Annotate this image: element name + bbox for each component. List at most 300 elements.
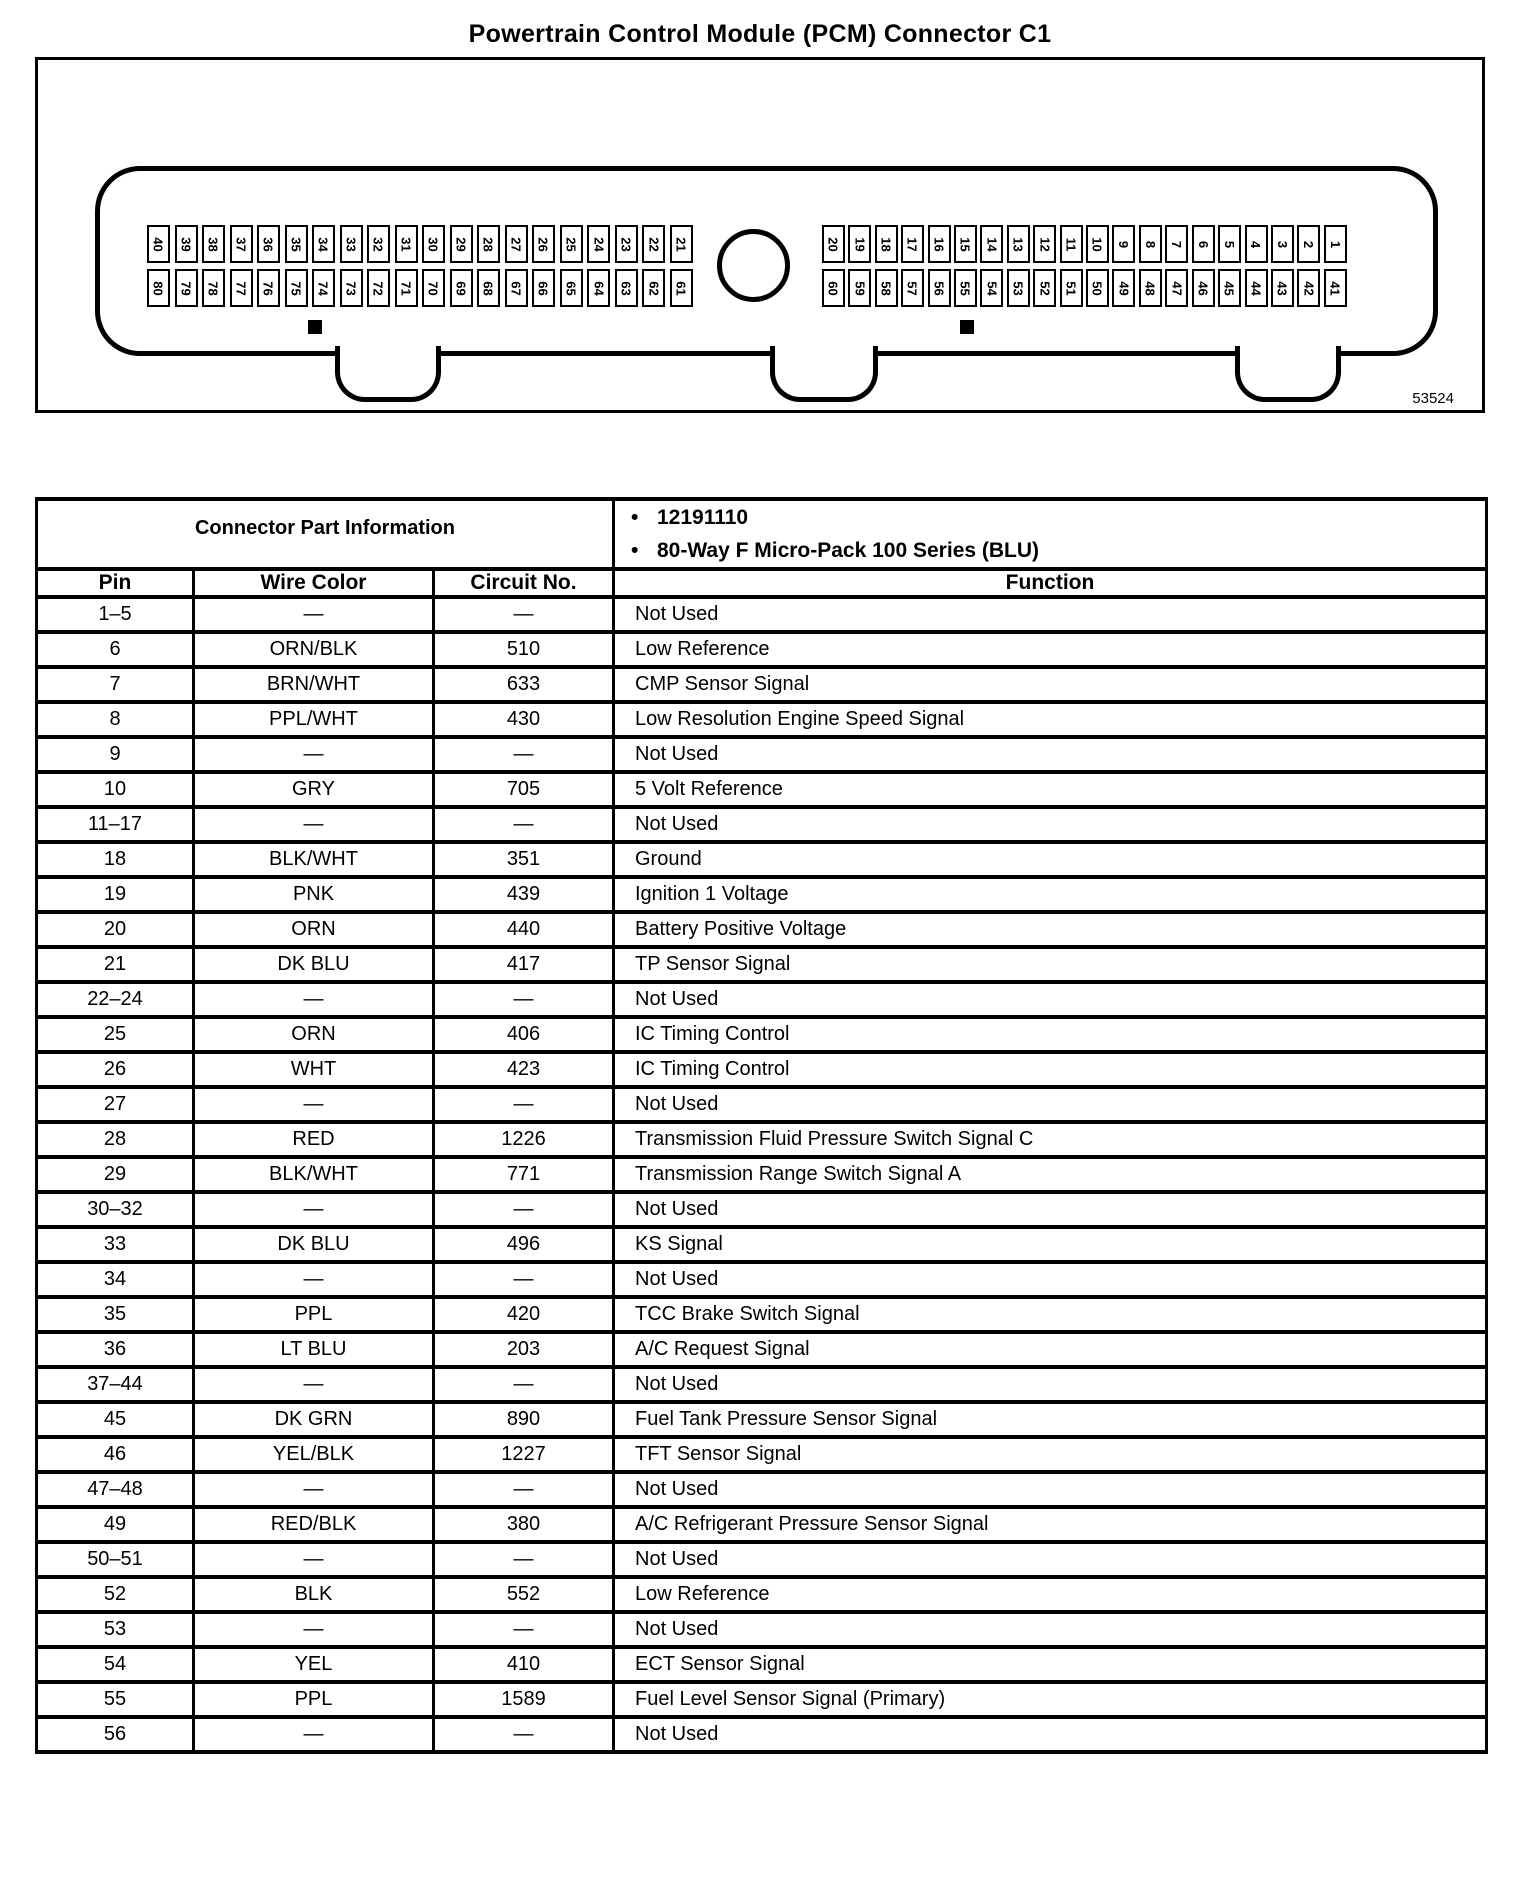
- pin-48: [1139, 269, 1162, 307]
- mounting-tab-center: [770, 346, 878, 402]
- pin-46: [1192, 269, 1215, 307]
- column-header-circuit-no: Circuit No.: [434, 569, 614, 597]
- cell-function: Fuel Level Sensor Signal (Primary): [614, 1682, 1487, 1717]
- cell-pin: 45: [37, 1402, 194, 1437]
- cell-circuit-no: 351: [434, 842, 614, 877]
- cell-wire-color: BRN/WHT: [194, 667, 434, 702]
- pin-number: 47: [1169, 280, 1185, 296]
- cell-circuit-no: 380: [434, 1507, 614, 1542]
- pin-66: [532, 269, 555, 307]
- cell-pin: 50–51: [37, 1542, 194, 1577]
- pin-number: 46: [1195, 280, 1211, 296]
- table-row: [37, 1507, 1487, 1542]
- pin-67: [505, 269, 528, 307]
- cell-function: Not Used: [614, 1612, 1487, 1647]
- column-header-function: Function: [614, 569, 1487, 597]
- pin-number: 54: [984, 280, 1000, 296]
- cell-pin: 35: [37, 1297, 194, 1332]
- pin-61: [670, 269, 693, 307]
- cell-pin: 54: [37, 1647, 194, 1682]
- pin-77: [230, 269, 253, 307]
- pin-number: 35: [288, 236, 304, 252]
- pin-53: [1007, 269, 1030, 307]
- pin-number: 29: [453, 236, 469, 252]
- pin-3: [1271, 225, 1294, 263]
- cell-function: Not Used: [614, 597, 1487, 632]
- table-row: [37, 1647, 1487, 1682]
- pin-30: [422, 225, 445, 263]
- cell-function: A/C Refrigerant Pressure Sensor Signal: [614, 1507, 1487, 1542]
- table-row: [37, 1542, 1487, 1577]
- pin-21: [670, 225, 693, 263]
- cell-function: Not Used: [614, 1087, 1487, 1122]
- cell-circuit-no: 203: [434, 1332, 614, 1367]
- pin-29: [450, 225, 473, 263]
- pin-number: 61: [673, 280, 689, 296]
- cell-wire-color: WHT: [194, 1052, 434, 1087]
- pin-7: [1165, 225, 1188, 263]
- pin-62: [642, 269, 665, 307]
- pin-52: [1033, 269, 1056, 307]
- table-row: [37, 702, 1487, 737]
- cell-circuit-no: 410: [434, 1647, 614, 1682]
- pin-50: [1086, 269, 1109, 307]
- pin-number: 1: [1327, 240, 1343, 248]
- pin-number: 75: [288, 280, 304, 296]
- pin-number: 38: [206, 236, 222, 252]
- cell-function: Not Used: [614, 1262, 1487, 1297]
- table-row: [37, 1437, 1487, 1472]
- cell-pin: 29: [37, 1157, 194, 1192]
- cell-pin: 56: [37, 1717, 194, 1752]
- cell-pin: 20: [37, 912, 194, 947]
- pin-19: [848, 225, 871, 263]
- cell-pin: 47–48: [37, 1472, 194, 1507]
- cell-function: TCC Brake Switch Signal: [614, 1297, 1487, 1332]
- cell-function: IC Timing Control: [614, 1052, 1487, 1087]
- pin-47: [1165, 269, 1188, 307]
- cell-pin: 21: [37, 947, 194, 982]
- cell-wire-color: BLK/WHT: [194, 1157, 434, 1192]
- pin-36: [257, 225, 280, 263]
- cell-wire-color: —: [194, 1612, 434, 1647]
- cell-function: Ground: [614, 842, 1487, 877]
- table-row: [37, 842, 1487, 877]
- pin-71: [395, 269, 418, 307]
- pin-number: 41: [1327, 280, 1343, 296]
- cell-wire-color: —: [194, 1717, 434, 1752]
- pin-20: [822, 225, 845, 263]
- cell-wire-color: —: [194, 1542, 434, 1577]
- pin-row-top-left: [147, 225, 693, 263]
- pin-40: [147, 225, 170, 263]
- pin-35: [285, 225, 308, 263]
- cell-wire-color: —: [194, 737, 434, 772]
- table-row: [37, 1122, 1487, 1157]
- connector-figure: [35, 57, 1485, 413]
- pin-49: [1112, 269, 1135, 307]
- pin-number: 39: [178, 236, 194, 252]
- pin-65: [560, 269, 583, 307]
- pin-38: [202, 225, 225, 263]
- cell-pin: 33: [37, 1227, 194, 1262]
- pin-25: [560, 225, 583, 263]
- pin-27: [505, 225, 528, 263]
- pin-number: 11: [1063, 237, 1079, 251]
- cell-circuit-no: 1227: [434, 1437, 614, 1472]
- pin-17: [901, 225, 924, 263]
- pin-number: 34: [316, 236, 332, 252]
- pin-number: 70: [426, 280, 442, 296]
- cell-function: Not Used: [614, 1472, 1487, 1507]
- cell-pin: 7: [37, 667, 194, 702]
- pin-45: [1218, 269, 1241, 307]
- cell-wire-color: LT BLU: [194, 1332, 434, 1367]
- pin-number: 71: [398, 280, 414, 296]
- pin-number: 79: [178, 280, 194, 296]
- pin-number: 80: [151, 280, 166, 296]
- pin-34: [312, 225, 335, 263]
- cell-wire-color: ORN: [194, 1017, 434, 1052]
- cell-circuit-no: 705: [434, 772, 614, 807]
- pin-number: 7: [1169, 240, 1185, 248]
- table-row: [37, 1052, 1487, 1087]
- pin-59: [848, 269, 871, 307]
- cell-pin: 9: [37, 737, 194, 772]
- cell-wire-color: RED/BLK: [194, 1507, 434, 1542]
- pin-68: [477, 269, 500, 307]
- pin-64: [587, 269, 610, 307]
- pin-number: 32: [371, 236, 387, 252]
- cell-circuit-no: 890: [434, 1402, 614, 1437]
- pin-18: [875, 225, 898, 263]
- column-header-pin: Pin: [37, 569, 194, 597]
- cell-wire-color: ORN/BLK: [194, 632, 434, 667]
- pin-number: 5: [1222, 240, 1238, 248]
- pin-number: 60: [826, 280, 841, 296]
- cell-pin: 10: [37, 772, 194, 807]
- table-row: [37, 807, 1487, 842]
- cell-circuit-no: 771: [434, 1157, 614, 1192]
- pin-number: 30: [426, 236, 442, 252]
- pin-24: [587, 225, 610, 263]
- pin-14: [980, 225, 1003, 263]
- cell-pin: 27: [37, 1087, 194, 1122]
- figure-number: 53524: [1412, 390, 1454, 407]
- cell-wire-color: BLK: [194, 1577, 434, 1612]
- table-row: [37, 1157, 1487, 1192]
- cell-pin: 53: [37, 1612, 194, 1647]
- pin-number: 55: [958, 280, 974, 296]
- pin-79: [175, 269, 198, 307]
- pin-51: [1060, 269, 1083, 307]
- pin-number: 21: [673, 236, 689, 252]
- cell-function: Not Used: [614, 982, 1487, 1017]
- cell-function: Low Reference: [614, 1577, 1487, 1612]
- table-row: [37, 597, 1487, 632]
- index-hole-icon: [717, 229, 790, 302]
- pin-number: 74: [316, 280, 332, 296]
- pin-number: 13: [1010, 236, 1026, 252]
- pin-56: [928, 269, 951, 307]
- cell-pin: 22–24: [37, 982, 194, 1017]
- cell-wire-color: —: [194, 597, 434, 632]
- cell-pin: 55: [37, 1682, 194, 1717]
- cell-function: Not Used: [614, 737, 1487, 772]
- table-row: [37, 877, 1487, 912]
- pin-number: 3: [1274, 240, 1290, 248]
- cell-pin: 1–5: [37, 597, 194, 632]
- cell-pin: 18: [37, 842, 194, 877]
- pin-number: 27: [508, 236, 524, 252]
- cell-pin: 52: [37, 1577, 194, 1612]
- pin-number: 64: [591, 280, 607, 296]
- cell-circuit-no: 633: [434, 667, 614, 702]
- cell-circuit-no: 420: [434, 1297, 614, 1332]
- table-row: [37, 1262, 1487, 1297]
- table-row: [37, 1297, 1487, 1332]
- pin-number: 24: [591, 236, 607, 252]
- pin-12: [1033, 225, 1056, 263]
- part-number: 12191110: [657, 506, 749, 529]
- pin-number: 6: [1195, 240, 1211, 248]
- table-row: [37, 1227, 1487, 1262]
- connector-type-line: [631, 534, 1485, 567]
- pin-number: 25: [563, 236, 579, 252]
- pin-69: [450, 269, 473, 307]
- part-number-line: [631, 501, 1485, 534]
- pin-number: 72: [371, 280, 387, 296]
- page-title: Powertrain Control Module (PCM) Connector C1: [468, 20, 1052, 48]
- cell-circuit-no: —: [434, 1542, 614, 1577]
- pin-number: 52: [1037, 280, 1053, 296]
- table-row: [37, 1192, 1487, 1227]
- cell-function: Transmission Range Switch Signal A: [614, 1157, 1487, 1192]
- cell-pin: 11–17: [37, 807, 194, 842]
- cell-wire-color: YEL/BLK: [194, 1437, 434, 1472]
- cell-function: Low Reference: [614, 632, 1487, 667]
- pin-number: 20: [826, 236, 841, 252]
- bullet-icon: •: [631, 506, 639, 529]
- pin-16: [928, 225, 951, 263]
- pin-6: [1192, 225, 1215, 263]
- pin-43: [1271, 269, 1294, 307]
- pinout-table: [35, 497, 1488, 1754]
- pin-number: 26: [536, 236, 552, 252]
- bullet-icon: •: [631, 539, 639, 562]
- pin-5: [1218, 225, 1241, 263]
- pin-76: [257, 269, 280, 307]
- pin-number: 4: [1248, 240, 1264, 248]
- cell-pin: 30–32: [37, 1192, 194, 1227]
- pin-number: 19: [852, 236, 868, 252]
- pin-54: [980, 269, 1003, 307]
- cell-function: Not Used: [614, 1192, 1487, 1227]
- pin-number: 57: [905, 280, 921, 296]
- pin-11: [1060, 225, 1083, 263]
- pin-number: 58: [878, 280, 894, 296]
- pin-number: 42: [1301, 280, 1317, 296]
- mounting-tab-left: [335, 346, 441, 402]
- cell-circuit-no: 423: [434, 1052, 614, 1087]
- cell-function: TP Sensor Signal: [614, 947, 1487, 982]
- pin-row-top-right: [822, 225, 1347, 263]
- pin-number: 43: [1274, 280, 1290, 296]
- cell-function: Not Used: [614, 1717, 1487, 1752]
- cell-wire-color: PNK: [194, 877, 434, 912]
- pin-number: 10: [1090, 236, 1106, 252]
- pin-number: 77: [233, 280, 249, 296]
- cell-wire-color: —: [194, 1367, 434, 1402]
- cell-pin: 37–44: [37, 1367, 194, 1402]
- table-row: [37, 1332, 1487, 1367]
- cell-circuit-no: 552: [434, 1577, 614, 1612]
- pin-number: 48: [1142, 280, 1158, 296]
- pin-row-bottom-right: [822, 269, 1347, 307]
- pin-41: [1324, 269, 1347, 307]
- cell-wire-color: —: [194, 1192, 434, 1227]
- pin-number: 63: [618, 280, 634, 296]
- pin-number: 78: [206, 280, 222, 296]
- pin-15: [954, 225, 977, 263]
- pin-44: [1245, 269, 1268, 307]
- pin-58: [875, 269, 898, 307]
- cell-pin: 6: [37, 632, 194, 667]
- table-row: [37, 737, 1487, 772]
- pin-10: [1086, 225, 1109, 263]
- pin-number: 9: [1116, 240, 1132, 248]
- table-row: [37, 1577, 1487, 1612]
- pin-57: [901, 269, 924, 307]
- pin-number: 44: [1248, 280, 1264, 296]
- pin-number: 68: [481, 280, 497, 296]
- cell-wire-color: PPL: [194, 1297, 434, 1332]
- cell-wire-color: BLK/WHT: [194, 842, 434, 877]
- pin-22: [642, 225, 665, 263]
- pin-75: [285, 269, 308, 307]
- cell-wire-color: —: [194, 982, 434, 1017]
- pin-number: 66: [536, 280, 552, 296]
- table-row: [37, 947, 1487, 982]
- pin-55: [954, 269, 977, 307]
- cell-pin: 8: [37, 702, 194, 737]
- table-row: [37, 1367, 1487, 1402]
- pin-number: 23: [618, 236, 634, 252]
- cell-function: Transmission Fluid Pressure Switch Signal C: [614, 1122, 1487, 1157]
- cell-wire-color: DK BLU: [194, 947, 434, 982]
- table-row: [37, 1472, 1487, 1507]
- cell-function: Battery Positive Voltage: [614, 912, 1487, 947]
- pin-number: 31: [398, 236, 414, 252]
- mounting-tab-right: [1235, 346, 1341, 402]
- column-header-wire-color: Wire Color: [194, 569, 434, 597]
- cell-pin: 34: [37, 1262, 194, 1297]
- cell-circuit-no: —: [434, 1192, 614, 1227]
- table-row: [37, 772, 1487, 807]
- pin-13: [1007, 225, 1030, 263]
- pin-80: [147, 269, 170, 307]
- cell-wire-color: DK GRN: [194, 1402, 434, 1437]
- cell-function: TFT Sensor Signal: [614, 1437, 1487, 1472]
- pin-32: [367, 225, 390, 263]
- pin-74: [312, 269, 335, 307]
- pin-78: [202, 269, 225, 307]
- table-row: [37, 1682, 1487, 1717]
- cell-wire-color: PPL: [194, 1682, 434, 1717]
- pin-9: [1112, 225, 1135, 263]
- table-row: [37, 667, 1487, 702]
- cell-wire-color: PPL/WHT: [194, 702, 434, 737]
- pin-number: 69: [453, 280, 469, 296]
- pin-number: 16: [931, 236, 947, 252]
- cell-function: CMP Sensor Signal: [614, 667, 1487, 702]
- cell-function: Not Used: [614, 1542, 1487, 1577]
- pin-number: 51: [1063, 280, 1079, 296]
- pin-72: [367, 269, 390, 307]
- cell-circuit-no: 439: [434, 877, 614, 912]
- cell-circuit-no: —: [434, 982, 614, 1017]
- pin-number: 59: [852, 280, 868, 296]
- cell-function: A/C Request Signal: [614, 1332, 1487, 1367]
- pin-number: 18: [878, 236, 894, 252]
- cell-function: Not Used: [614, 807, 1487, 842]
- pin-row-bottom-left: [147, 269, 693, 307]
- pin-73: [340, 269, 363, 307]
- cell-circuit-no: 1226: [434, 1122, 614, 1157]
- pin-number: 8: [1142, 240, 1158, 248]
- cell-wire-color: GRY: [194, 772, 434, 807]
- pin-4: [1245, 225, 1268, 263]
- pin-number: 62: [646, 280, 662, 296]
- pin-1: [1324, 225, 1347, 263]
- cell-circuit-no: —: [434, 1087, 614, 1122]
- connector-type: 80-Way F Micro-Pack 100 Series (BLU): [657, 539, 1040, 562]
- cell-pin: 26: [37, 1052, 194, 1087]
- pin-number: 14: [984, 236, 1000, 252]
- pin-number: 15: [958, 236, 974, 252]
- cell-circuit-no: 1589: [434, 1682, 614, 1717]
- cell-wire-color: ORN: [194, 912, 434, 947]
- cell-wire-color: —: [194, 1472, 434, 1507]
- cell-circuit-no: 417: [434, 947, 614, 982]
- pin-60: [822, 269, 845, 307]
- cell-wire-color: —: [194, 807, 434, 842]
- pin-number: 45: [1222, 280, 1238, 296]
- pin-number: 76: [261, 280, 277, 296]
- cell-wire-color: DK BLU: [194, 1227, 434, 1262]
- pin-number: 37: [233, 236, 249, 252]
- cell-wire-color: —: [194, 1262, 434, 1297]
- table-row: [37, 982, 1487, 1017]
- cell-function: IC Timing Control: [614, 1017, 1487, 1052]
- pin-number: 65: [563, 280, 579, 296]
- pin-number: 49: [1116, 280, 1132, 296]
- table-row: [37, 632, 1487, 667]
- cell-function: 5 Volt Reference: [614, 772, 1487, 807]
- table-row: [37, 1017, 1487, 1052]
- pin-number: 40: [151, 236, 166, 252]
- cell-circuit-no: 430: [434, 702, 614, 737]
- cell-circuit-no: —: [434, 1612, 614, 1647]
- cell-circuit-no: 406: [434, 1017, 614, 1052]
- cell-circuit-no: —: [434, 807, 614, 842]
- pin-70: [422, 269, 445, 307]
- cell-circuit-no: —: [434, 1472, 614, 1507]
- cell-wire-color: RED: [194, 1122, 434, 1157]
- pin-number: 22: [646, 236, 662, 252]
- cell-pin: 19: [37, 877, 194, 912]
- cell-function: Low Resolution Engine Speed Signal: [614, 702, 1487, 737]
